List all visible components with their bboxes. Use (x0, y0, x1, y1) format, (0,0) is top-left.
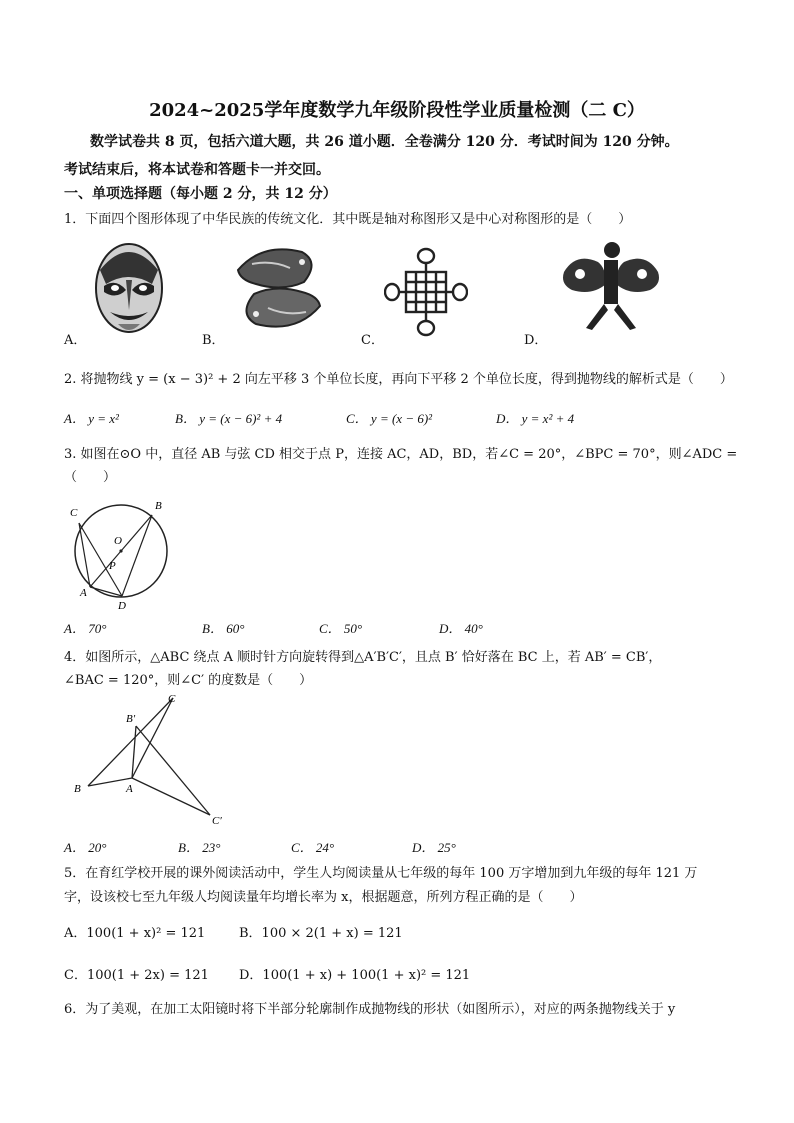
q2-option-c: C． y = (x − 6)² (346, 411, 433, 426)
q5-option-d: D．100(1 + x) + 100(1 + x)² = 121 (239, 968, 471, 983)
q3-option-a: A． 70° (64, 621, 107, 636)
fig3-label-c: C (70, 507, 78, 519)
fig3-label-b: B (155, 500, 162, 512)
question-6-stem: 6．为了美观，在加工太阳镜时将下半部分轮廓制作成抛物线的形状（如图所示），对应的两条抛物线关于 y (64, 1002, 676, 1017)
q4-option-c: C． 24° (291, 840, 335, 855)
q1-option-d-label: D． (524, 333, 548, 348)
q5-option-c: C．100(1 + 2x) = 121 (64, 968, 209, 983)
triangle-figure (68, 688, 240, 828)
fig4-label-a: A (126, 783, 133, 795)
fig3-label-p: P (109, 560, 116, 572)
intro-line-1: 数学试卷共 8 页，包括六道大题，共 26 道小题．全卷满分 120 分．考试时间为 120 分钟。 (90, 134, 679, 150)
q4-option-d: D． 25° (412, 840, 456, 855)
q1-option-c-label: C． (361, 333, 384, 348)
q3-option-d: D． 40° (439, 621, 483, 636)
fig4-label-b-prime: B′ (126, 713, 136, 725)
q2-option-a: A． y = x² (64, 411, 119, 426)
intro-line-2: 考试结束后，将本试卷和答题卡一并交回。 (64, 162, 330, 178)
papercut-image (556, 238, 666, 336)
question-4-stem: 4．如图所示，△ABC 绕点 A 顺时针方向旋转得到△A′B′C′，且点 B′ 恰好落在 BC 上，若 AB′ = CB′， (64, 650, 662, 665)
q4-option-a: A． 20° (64, 840, 107, 855)
q1-option-a-label: A． (64, 333, 87, 348)
q1-option-b-label: B． (202, 333, 225, 348)
opera-mask-image (92, 240, 166, 340)
question-5-stem: 5．在育红学校开展的课外阅读活动中，学生人均阅读量从七年级的每年 100 万字增加到九年级的每年 121 万 (64, 866, 698, 881)
fig4-label-c-prime: C′ (212, 815, 222, 827)
chinese-knot-image (384, 246, 468, 338)
fig3-label-a: A (80, 587, 87, 599)
q5-option-a: A．100(1 + x)² = 121 (64, 926, 206, 941)
twin-fish-image (232, 240, 326, 336)
question-3-stem-blank: （ ） (64, 470, 117, 485)
fig4-label-b: B (74, 783, 81, 795)
q2-option-b: B． y = (x − 6)² + 4 (175, 411, 283, 426)
question-1-stem: 1．下面四个图形体现了中华民族的传统文化．其中既是轴对称图形又是中心对称图形的是（ ） (64, 212, 632, 227)
fig4-label-c: C (168, 693, 176, 705)
circle-figure (62, 494, 180, 612)
q5-option-b: B．100 × 2(1 + x) = 121 (239, 926, 403, 941)
question-3-stem: 3. 如图在⊙O 中，直径 AB 与弦 CD 相交于点 P，连接 AC，AD，BD，若∠C = 20°，∠BPC = 70°，则∠ADC = (64, 447, 738, 462)
section-heading: 一、单项选择题（每小题 2 分，共 12 分） (64, 186, 337, 202)
question-4-stem-2: ∠BAC = 120°，则∠C′ 的度数是（ ） (64, 673, 313, 688)
fig3-label-d: D (118, 600, 126, 612)
q3-option-c: C． 50° (319, 621, 363, 636)
q2-option-d: D． y = x² + 4 (496, 411, 575, 426)
page-title: 2024~2025学年度数学九年级阶段性学业质量检测（二 C） (149, 100, 645, 121)
question-2-stem: 2. 将抛物线 y = (x − 3)² + 2 向左平移 3 个单位长度，再向下平移 2 个单位长度，得到抛物线的解析式是（ ） (64, 372, 733, 387)
q4-option-b: B． 23° (178, 840, 221, 855)
question-5-stem-2: 字，设该校七至九年级人均阅读量年均增长率为 x，根据题意，所列方程正确的是（ ） (64, 890, 583, 905)
q3-option-b: B． 60° (202, 621, 245, 636)
fig3-label-o: O (114, 535, 122, 547)
